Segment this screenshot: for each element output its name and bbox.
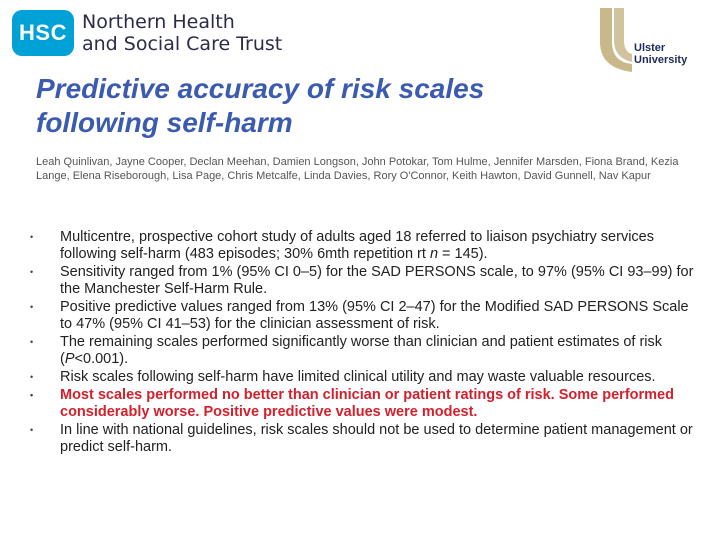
bullet-marker: • <box>30 390 34 400</box>
bullet-marker: • <box>30 425 34 435</box>
title-line1: Predictive accuracy of risk scales <box>36 73 485 104</box>
bullet-item <box>30 369 700 386</box>
bullet-text: Positive predictive values ranged from 13% (95% CI 2–47) for the Modified SAD PERSONS Scale to 47% (95% CI 41–53) for the clinician assessment of risk. <box>60 299 689 332</box>
hsc-trust-name <box>82 11 282 55</box>
title-line2: following self-harm <box>36 107 293 138</box>
slide-title <box>36 72 656 140</box>
bullet-item <box>30 229 700 263</box>
hsc-name-line2: and Social Care Trust <box>82 33 283 55</box>
bullet-marker: • <box>30 372 34 382</box>
hsc-name-line1: Northern Health <box>82 11 235 33</box>
bullet-item <box>30 422 700 456</box>
bullet-marker: • <box>30 232 34 242</box>
bullet-marker: • <box>30 337 34 347</box>
ulster-line1: Ulster <box>634 42 666 54</box>
findings-list <box>30 229 700 457</box>
ulster-wordmark <box>634 42 687 66</box>
bullet-item <box>30 334 700 368</box>
bullet-text: Most scales performed no better than clinician or patient ratings of risk. Some performed considerably worse. Positive predictive values were modest. <box>60 387 674 420</box>
bullet-item <box>30 264 700 298</box>
bullet-text: Multicentre, prospective cohort study of adults aged 18 referred to liaison psychiatry services following self-harm (483 episodes; 30% 6mth repetition rt n = 145). <box>60 229 654 262</box>
bullet-marker: • <box>30 302 34 312</box>
bullet-item <box>30 387 700 421</box>
bullet-item <box>30 299 700 333</box>
ulster-line2: University <box>634 54 688 66</box>
hsc-logo <box>12 10 282 56</box>
bullet-marker: • <box>30 267 34 277</box>
bullet-text: Risk scales following self-harm have limited clinical utility and may waste valuable resources. <box>60 369 656 385</box>
bullet-text: The remaining scales performed significantly worse than clinician and patient estimates of risk (P<0.001). <box>60 334 663 367</box>
bullet-text: Sensitivity ranged from 1% (95% CI 0–5) for the SAD PERSONS scale, to 97% (95% CI 93–99) for the Manchester Self-Harm Rule. <box>60 264 694 297</box>
hsc-badge: HSC <box>12 10 74 56</box>
author-list: Leah Quinlivan, Jayne Cooper, Declan Meehan, Damien Longson, John Potokar, Tom Hulme, Jennifer Marsden, Fiona Brand, Kezia Lange, Elena Riseborough, Lisa Page, Chris Metcalfe, Linda Davies, Rory O'Connor, Keith Hawton, David Gunnell, Nav Kapur <box>36 156 679 182</box>
bullet-text: In line with national guidelines, risk scales should not be used to determine patient management or predict self-harm. <box>60 422 693 455</box>
